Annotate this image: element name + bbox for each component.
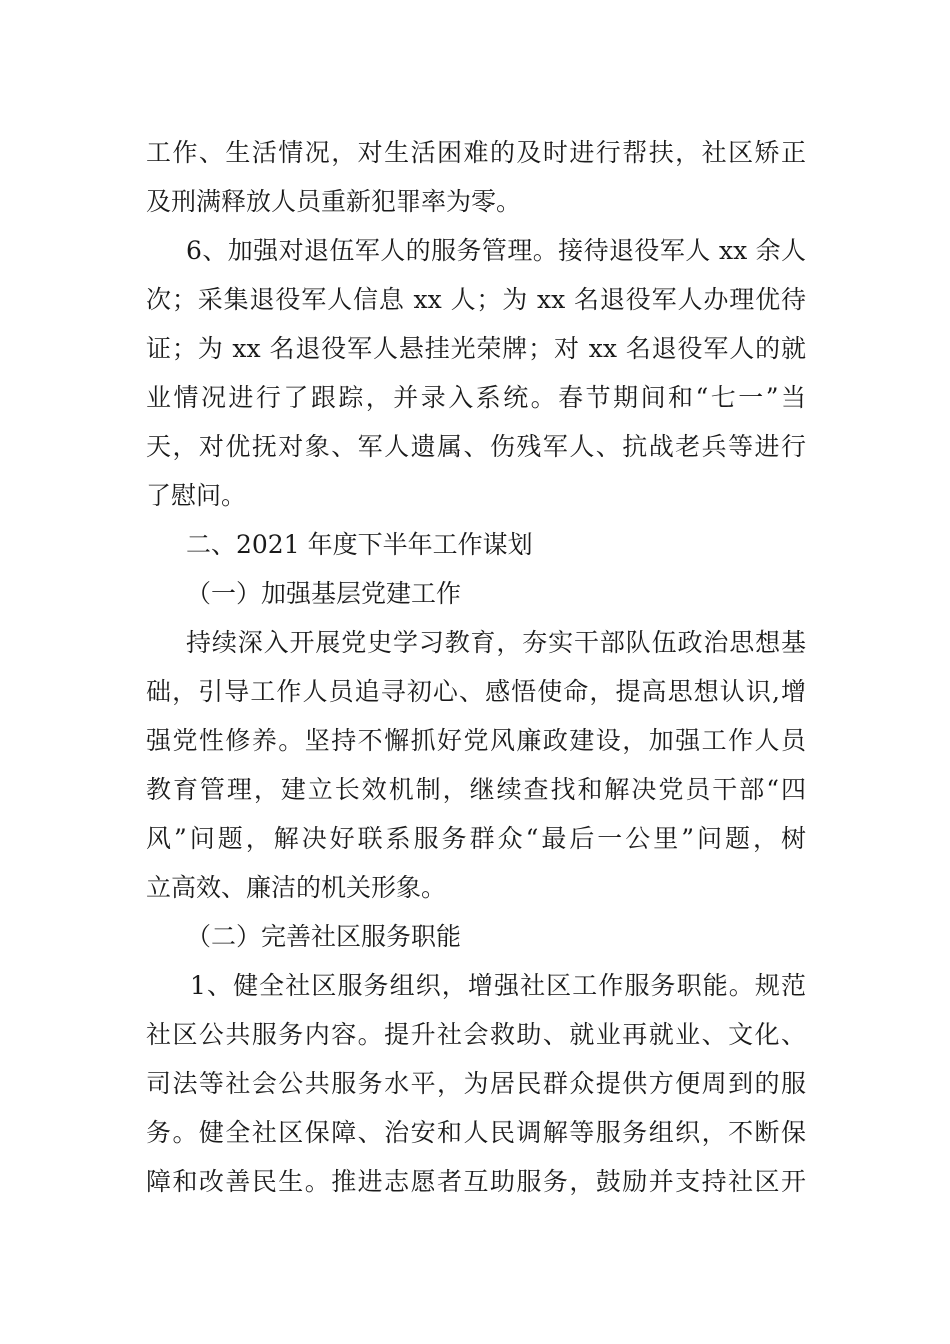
text-line: 强党性修养。坚持不懈抓好党风廉政建设，加强工作人员 bbox=[146, 726, 806, 755]
paragraph-start: 1、健全社区服务组织，增强社区工作服务职能。规范 bbox=[190, 971, 806, 1000]
text-line: 社区公共服务内容。提升社会救助、就业再就业、文化、 bbox=[146, 1020, 806, 1049]
text-line: 业情况进行了跟踪，并录入系统。春节期间和“七一”当 bbox=[146, 383, 806, 412]
text-line: 天，对优抚对象、军人遗属、伤残军人、抗战老兵等进行 bbox=[146, 432, 806, 461]
text-line: 础，引导工作人员追寻初心、感悟使命，提高思想认识,增 bbox=[146, 677, 806, 706]
subsection-heading: （二）完善社区服务职能 bbox=[186, 922, 462, 951]
text-line: 次；采集退役军人信息 xx 人；为 xx 名退役军人办理优待 bbox=[146, 285, 806, 314]
text-line: 务。健全社区保障、治安和人民调解等服务组织，不断保 bbox=[146, 1118, 806, 1147]
text-line: 司法等社会公共服务水平，为居民群众提供方便周到的服 bbox=[146, 1069, 806, 1098]
paragraph-start: 持续深入开展党史学习教育，夯实干部队伍政治思想基 bbox=[186, 628, 806, 657]
section-heading: 二、2021 年度下半年工作谋划 bbox=[186, 530, 533, 559]
text-line: 教育管理，建立长效机制，继续查找和解决党员干部“四 bbox=[146, 775, 806, 804]
text-line: 及刑满释放人员重新犯罪率为零。 bbox=[146, 187, 522, 216]
text-line: 障和改善民生。推进志愿者互助服务，鼓励并支持社区开 bbox=[146, 1167, 806, 1196]
text-line: 了慰问。 bbox=[146, 481, 247, 510]
text-line: 立高效、廉洁的机关形象。 bbox=[146, 873, 447, 902]
subsection-heading: （一）加强基层党建工作 bbox=[186, 579, 462, 608]
text-line: 证；为 xx 名退役军人悬挂光荣牌；对 xx 名退役军人的就 bbox=[146, 334, 806, 363]
text-line: 风”问题，解决好联系服务群众“最后一公里”问题，树 bbox=[146, 824, 806, 853]
paragraph-start: 6、加强对退伍军人的服务管理。接待退役军人 xx 余人 bbox=[186, 236, 806, 265]
text-line: 工作、生活情况，对生活困难的及时进行帮扶，社区矫正 bbox=[146, 138, 806, 167]
